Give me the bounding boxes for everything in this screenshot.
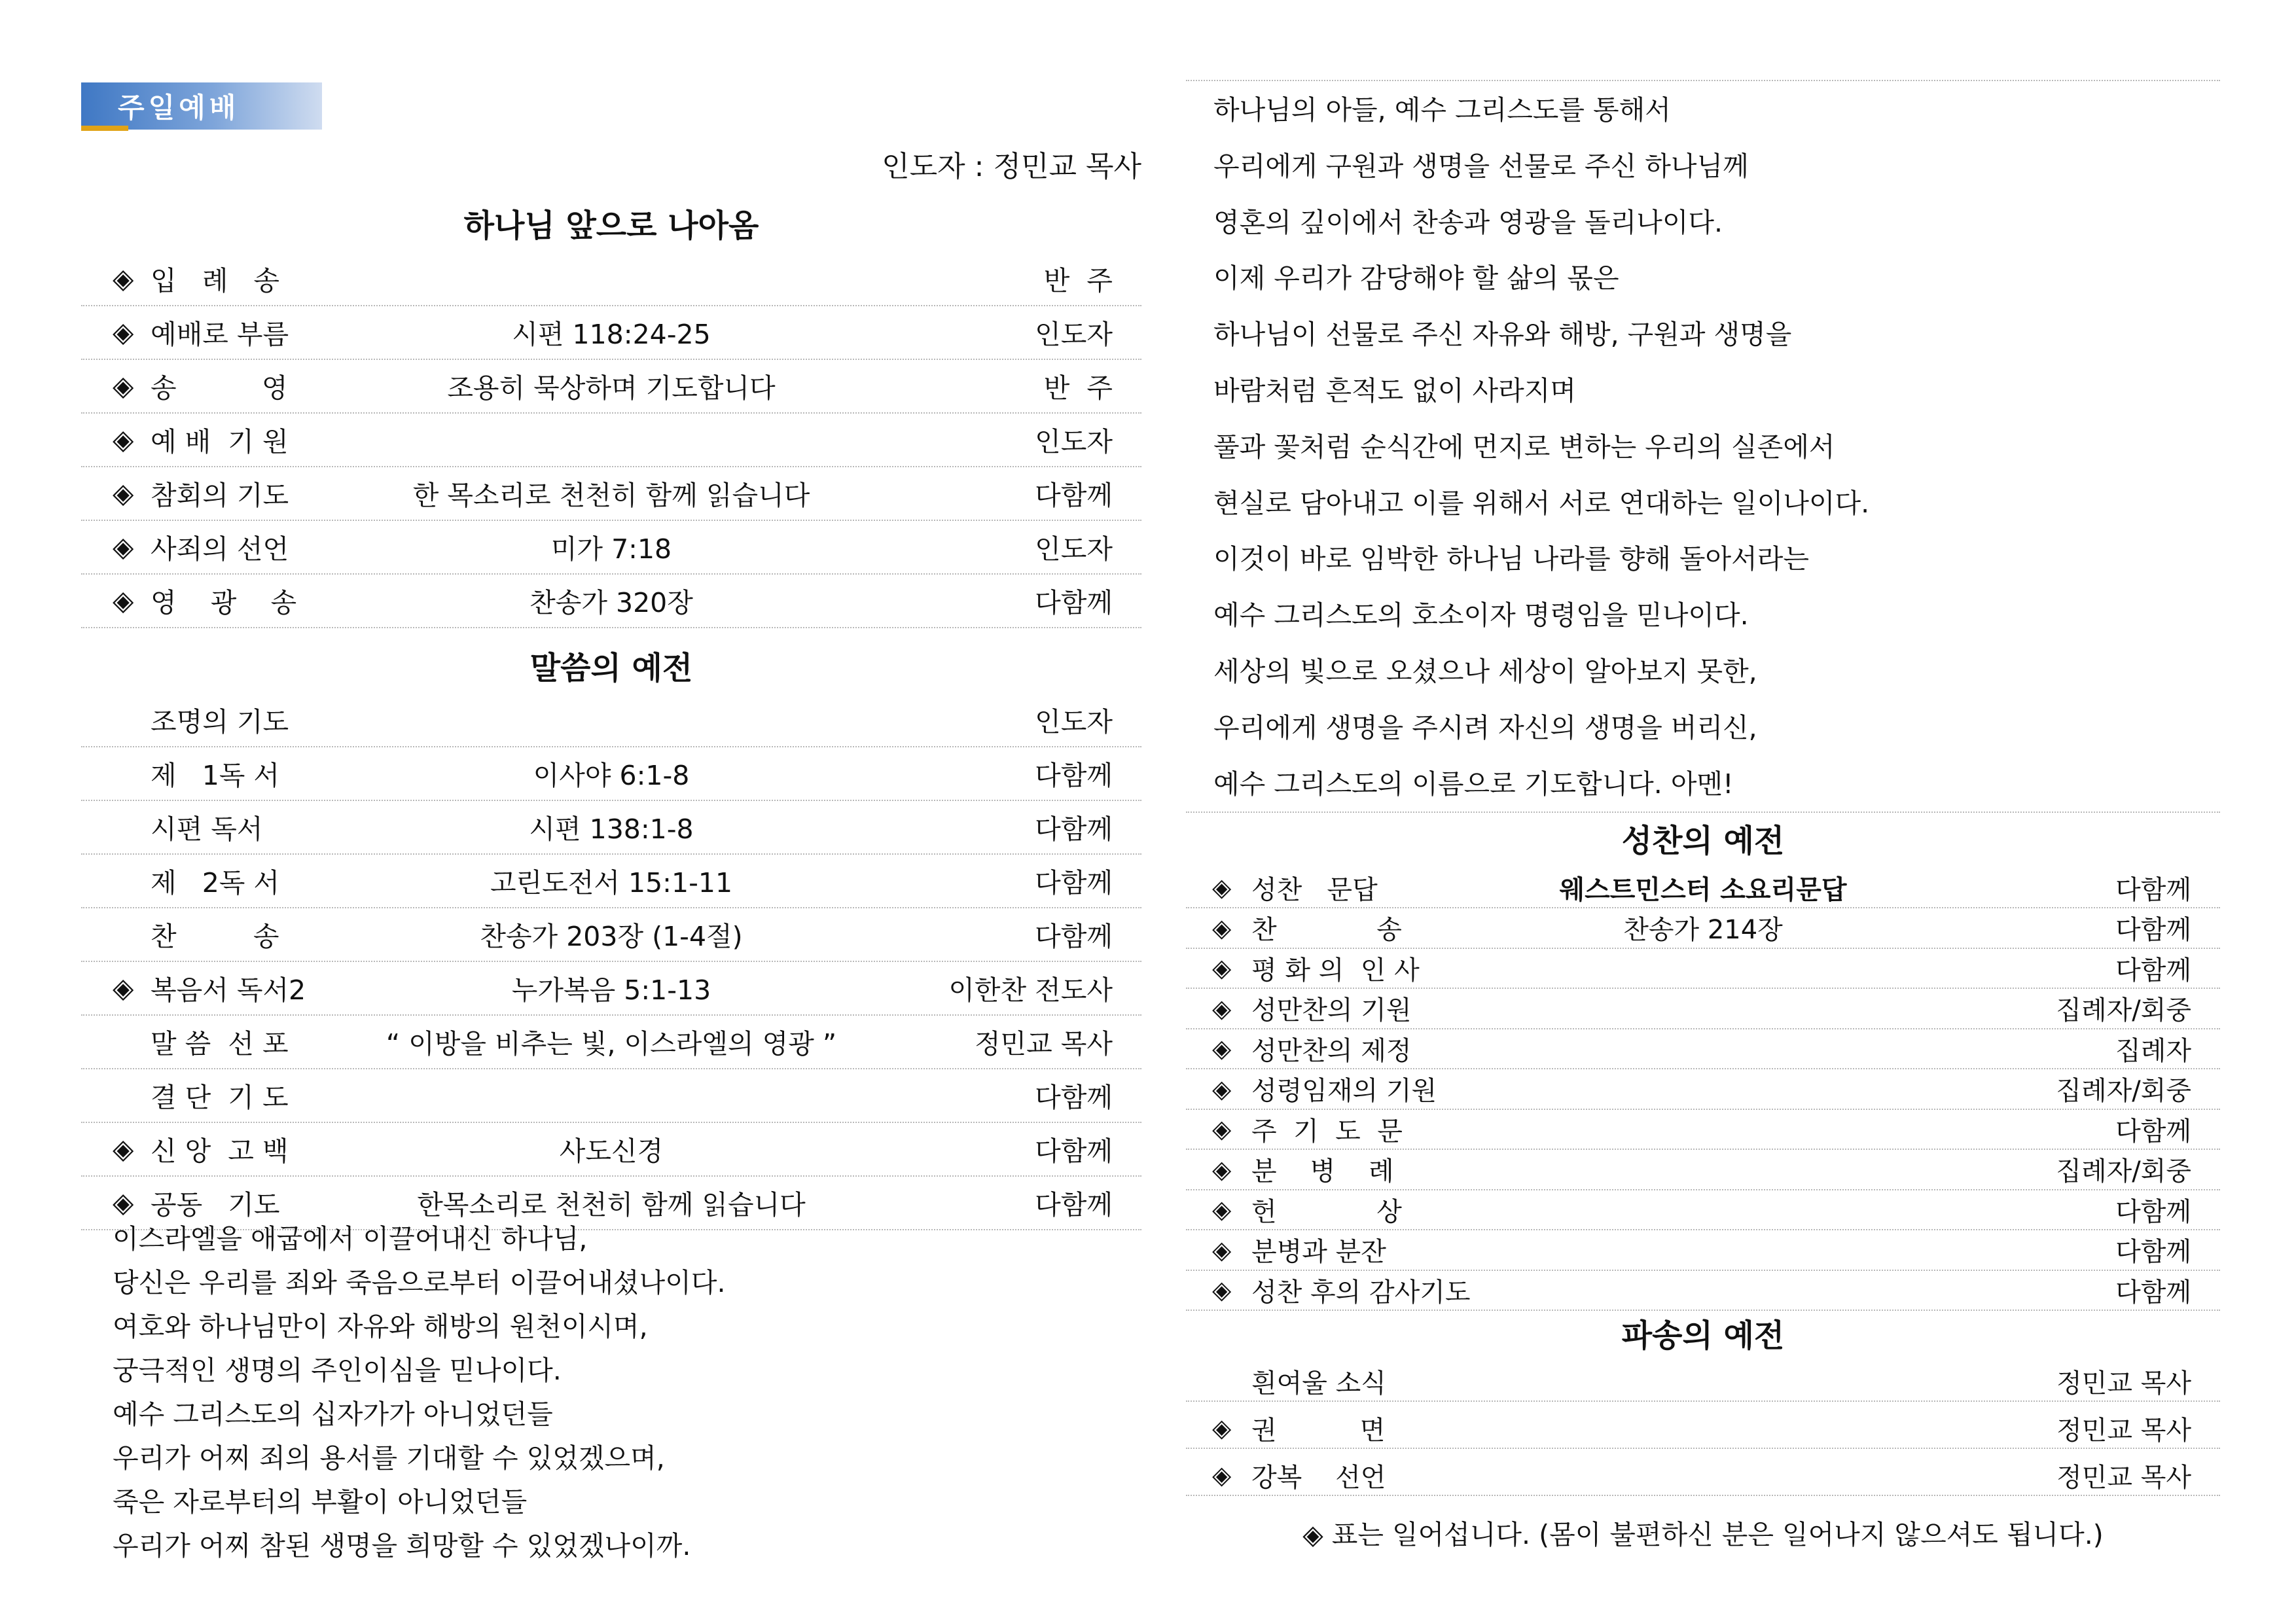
stand-mark-icon: ◈ <box>1212 1154 1232 1184</box>
leader-line: 인도자 : 정민교 목사 <box>882 150 1141 183</box>
order-item-leader: 다함께 <box>2115 1196 2191 1227</box>
order-item-leader: 집례자/회중 <box>2056 1076 2191 1106</box>
service-title-tag <box>81 82 322 130</box>
prayer-line: 예수 그리스도의 호소이자 명령임을 믿나이다. <box>1213 599 1749 632</box>
order-item-content: 사도신경 <box>559 1135 664 1167</box>
order-item-name: 신 앙 고 백 <box>151 1135 289 1167</box>
top-divider <box>1186 80 2220 81</box>
order-row <box>81 305 1141 360</box>
tag-accent-bar <box>81 126 128 131</box>
order-item-content: 이사야 6:1-8 <box>533 759 690 791</box>
order-row <box>81 359 1141 414</box>
order-row <box>81 961 1141 1016</box>
order-item-leader: 인도자 <box>1035 425 1113 457</box>
order-row <box>1186 948 2220 989</box>
stand-mark-icon: ◈ <box>1212 1115 1232 1143</box>
order-item-name: 찬 송 <box>151 920 279 952</box>
order-item-name: 송 영 <box>151 372 288 404</box>
order-item-leader: 집례자/회중 <box>2056 1156 2191 1186</box>
stand-mark-icon: ◈ <box>1212 1275 1232 1304</box>
order-item-name: 권 면 <box>1251 1415 1386 1446</box>
order-item-leader: 다함께 <box>2115 915 2191 945</box>
order-item-content: 시편 138:1-8 <box>529 813 694 845</box>
stand-mark-icon: ◈ <box>1212 954 1232 982</box>
prayer-line: 우리에게 생명을 주시려 자신의 생명을 버리신, <box>1213 711 1757 743</box>
prayer-line: 당신은 우리를 죄와 죽음으로부터 이끌어내셨나이다. <box>113 1267 726 1298</box>
order-item-leader: 집례자/회중 <box>2056 995 2191 1026</box>
order-item-leader: 다함께 <box>1035 1135 1113 1167</box>
stand-mark-icon: ◈ <box>113 530 134 563</box>
order-item-content: “ 이방을 비추는 빛, 이스라엘의 영광 ” <box>386 1027 837 1060</box>
order-item-name: 주 기 도 문 <box>1251 1116 1403 1147</box>
order-item-leader: 반 주 <box>1043 264 1113 296</box>
order-item-name: 분병과 분잔 <box>1251 1237 1386 1267</box>
stand-mark-icon: ◈ <box>1212 1414 1232 1442</box>
order-row <box>1186 868 2220 908</box>
order-item-name: 예 배 기 원 <box>151 425 289 457</box>
order-row <box>1186 1455 2220 1496</box>
order-item-content: 웨스트민스터 소요리문답 <box>1559 874 1847 905</box>
prayer-line: 우리가 어찌 참된 생명을 희망할 수 있었겠나이까. <box>113 1530 691 1561</box>
section-title-sending: 파송의 예전 <box>1621 1317 1785 1354</box>
prayer-line: 우리에게 구원과 생명을 선물로 주신 하나님께 <box>1213 150 1749 182</box>
prayer-line: 풀과 꽃처럼 순식간에 먼지로 변하는 우리의 실존에서 <box>1213 431 1835 463</box>
prayer-line: 하나님이 선물로 주신 자유와 해방, 구원과 생명을 <box>1213 319 1792 351</box>
stand-mark-icon: ◈ <box>1212 1034 1232 1063</box>
stand-mark-icon: ◈ <box>1212 913 1232 942</box>
order-item-leader: 다함께 <box>1035 813 1113 845</box>
order-item-name: 성찬 문답 <box>1251 874 1378 905</box>
stand-mark-icon: ◈ <box>1212 993 1232 1023</box>
prayer-line: 여호와 하나님만이 자유와 해방의 원천이시며, <box>113 1311 648 1342</box>
order-item-name: 참회의 기도 <box>151 479 289 511</box>
order-item-name: 평 화 의 인 사 <box>1251 955 1420 986</box>
order-item-name: 헌 상 <box>1251 1196 1402 1227</box>
order-item-name: 성만찬의 기원 <box>1251 995 1412 1026</box>
service-title: 주일예배 <box>118 92 240 124</box>
prayer-line: 이스라엘을 애굽에서 이끌어내신 하나님, <box>113 1223 588 1255</box>
order-item-content: 한 목소리로 천천히 함께 읽습니다 <box>412 479 810 511</box>
stand-mark-icon: ◈ <box>113 423 134 455</box>
stand-mark-icon: ◈ <box>113 971 134 1004</box>
section-title-eucharist: 성찬의 예전 <box>1621 823 1785 859</box>
order-item-leader: 정민교 목사 <box>2056 1462 2191 1493</box>
prayer-line: 영혼의 깊이에서 찬송과 영광을 돌리나이다. <box>1213 206 1723 238</box>
order-row <box>81 907 1141 962</box>
order-row <box>81 1068 1141 1123</box>
prayer-line: 죽은 자로부터의 부활이 아니었던들 <box>113 1486 528 1518</box>
order-row <box>81 412 1141 467</box>
prayer-line: 세상의 빛으로 오셨으나 세상이 알아보지 못한, <box>1213 655 1757 687</box>
order-item-name: 말 씀 선 포 <box>151 1027 289 1060</box>
order-item-name: 강복 선언 <box>1251 1462 1386 1493</box>
stand-mark-icon: ◈ <box>113 262 134 294</box>
order-item-leader: 다함께 <box>1035 586 1113 618</box>
order-item-leader: 다함께 <box>2115 1237 2191 1267</box>
prayer-line: 예수 그리스도의 십자가가 아니었던들 <box>113 1399 553 1430</box>
stand-mark-icon: ◈ <box>1212 1235 1232 1264</box>
stand-mark-icon: ◈ <box>113 1132 134 1165</box>
order-item-name: 제 1독 서 <box>151 759 280 791</box>
order-item-name: 성령임재의 기원 <box>1251 1076 1437 1106</box>
stand-mark-icon: ◈ <box>113 1186 134 1219</box>
order-item-leader: 인도자 <box>1035 705 1113 738</box>
stand-mark-icon: ◈ <box>1212 1461 1232 1489</box>
order-item-content: 미가 7:18 <box>550 533 672 565</box>
order-row <box>1186 1361 2220 1402</box>
order-row <box>1186 908 2220 949</box>
order-row <box>81 573 1141 628</box>
stand-mark-icon: ◈ <box>1212 1195 1232 1224</box>
order-item-leader: 반 주 <box>1043 372 1113 404</box>
order-item-leader: 다함께 <box>1035 479 1113 511</box>
order-row <box>1186 1069 2220 1110</box>
order-item-content: 한목소리로 천천히 함께 읽습니다 <box>417 1188 806 1221</box>
order-item-leader: 다함께 <box>1035 866 1113 899</box>
order-item-name: 결 단 기 도 <box>151 1081 289 1113</box>
order-item-leader: 다함께 <box>2115 955 2191 986</box>
order-item-name: 성만찬의 제정 <box>1251 1035 1412 1066</box>
order-item-content: 찬송가 320장 <box>529 586 693 618</box>
order-row <box>81 466 1141 521</box>
section-title-approach: 하나님 앞으로 나아옴 <box>463 207 759 244</box>
order-item-name: 예배로 부름 <box>151 318 289 350</box>
order-item-name: 찬 송 <box>1251 915 1402 945</box>
order-item-leader: 다함께 <box>2115 1277 2191 1308</box>
order-row <box>81 746 1141 801</box>
order-row <box>1186 1150 2220 1190</box>
order-row <box>81 692 1141 747</box>
prayer-line: 우리가 어찌 죄의 용서를 기대할 수 있었겠으며, <box>113 1442 665 1474</box>
stand-mark-icon: ◈ <box>1212 1074 1232 1103</box>
prayer-line: 이것이 바로 임박한 하나님 나라를 향해 돌아서라는 <box>1213 543 1809 575</box>
order-item-leader: 집례자 <box>2115 1035 2191 1066</box>
prayer-continuation-text <box>1213 82 1869 812</box>
order-row <box>1186 1109 2220 1150</box>
order-row <box>1186 1408 2220 1449</box>
stand-mark-icon: ◈ <box>113 584 134 616</box>
order-item-content: 고린도전서 15:1-11 <box>490 866 733 899</box>
order-item-content: 찬송가 203장 (1-4절) <box>480 920 743 952</box>
order-item-name: 성찬 후의 감사기도 <box>1251 1277 1471 1308</box>
order-item-name: 제 2독 서 <box>151 866 280 899</box>
prayer-line: 이제 우리가 감당해야 할 삶의 몫은 <box>1213 262 1619 294</box>
order-item-leader: 다함께 <box>1035 1188 1113 1221</box>
order-row <box>1186 1029 2220 1069</box>
prayer-line: 하나님의 아들, 예수 그리스도를 통해서 <box>1213 94 1671 126</box>
prayer-line: 바람처럼 흔적도 없이 사라지며 <box>1213 374 1576 406</box>
order-item-name: 공동 기도 <box>151 1188 280 1221</box>
order-item-name: 흰여울 소식 <box>1251 1368 1386 1399</box>
prayer-line: 현실로 담아내고 이를 위해서 서로 연대하는 일이나이다. <box>1213 487 1870 519</box>
order-row <box>81 853 1141 908</box>
order-item-leader: 인도자 <box>1035 533 1113 565</box>
order-row <box>81 1014 1141 1069</box>
stand-mark-icon: ◈ <box>113 476 134 509</box>
stand-mark-icon: ◈ <box>1212 873 1232 902</box>
order-item-leader: 정민교 목사 <box>974 1027 1113 1060</box>
order-item-name: 복음서 독서2 <box>151 974 306 1006</box>
order-item-content: 누가복음 5:1-13 <box>511 974 711 1006</box>
order-item-leader: 다함께 <box>2115 1116 2191 1147</box>
standing-note: ◈ 표는 일어섭니다. (몸이 불편하신 분은 일어나지 않으셔도 됩니다.) <box>1302 1519 2104 1550</box>
order-row <box>81 800 1141 855</box>
order-row <box>1186 1270 2220 1311</box>
order-item-name: 분 병 례 <box>1251 1156 1394 1186</box>
order-item-name: 입 례 송 <box>151 264 280 296</box>
section-title-word: 말씀의 예전 <box>529 650 693 687</box>
order-item-leader: 다함께 <box>2115 874 2191 905</box>
order-row <box>1186 989 2220 1029</box>
order-item-content: 찬송가 214장 <box>1623 915 1783 945</box>
order-row <box>1186 1230 2220 1271</box>
order-item-name: 사죄의 선언 <box>151 533 289 565</box>
common-prayer-text <box>113 1217 726 1568</box>
stand-mark-icon: ◈ <box>113 369 134 402</box>
order-item-leader: 다함께 <box>1035 759 1113 791</box>
order-item-leader: 다함께 <box>1035 920 1113 952</box>
stand-mark-icon: ◈ <box>113 315 134 348</box>
order-row <box>81 1122 1141 1177</box>
divider-eucharist <box>1186 812 2220 813</box>
order-row <box>81 251 1141 306</box>
order-item-leader: 다함께 <box>1035 1081 1113 1113</box>
order-item-content: 시편 118:24-25 <box>512 318 711 350</box>
order-item-leader: 인도자 <box>1035 318 1113 350</box>
order-item-name: 영 광 송 <box>151 586 297 618</box>
prayer-line: 궁극적인 생명의 주인이심을 믿나이다. <box>113 1355 562 1386</box>
order-row <box>1186 1190 2220 1230</box>
order-row <box>81 520 1141 575</box>
order-item-name: 조명의 기도 <box>151 705 289 738</box>
order-item-leader: 이한찬 전도사 <box>948 974 1113 1006</box>
order-item-name: 시편 독서 <box>151 813 263 845</box>
order-item-leader: 정민교 목사 <box>2056 1415 2191 1446</box>
order-item-leader: 정민교 목사 <box>2056 1368 2191 1399</box>
order-item-content: 조용히 묵상하며 기도합니다 <box>447 372 776 404</box>
prayer-line: 예수 그리스도의 이름으로 기도합니다. 아멘! <box>1213 768 1734 800</box>
